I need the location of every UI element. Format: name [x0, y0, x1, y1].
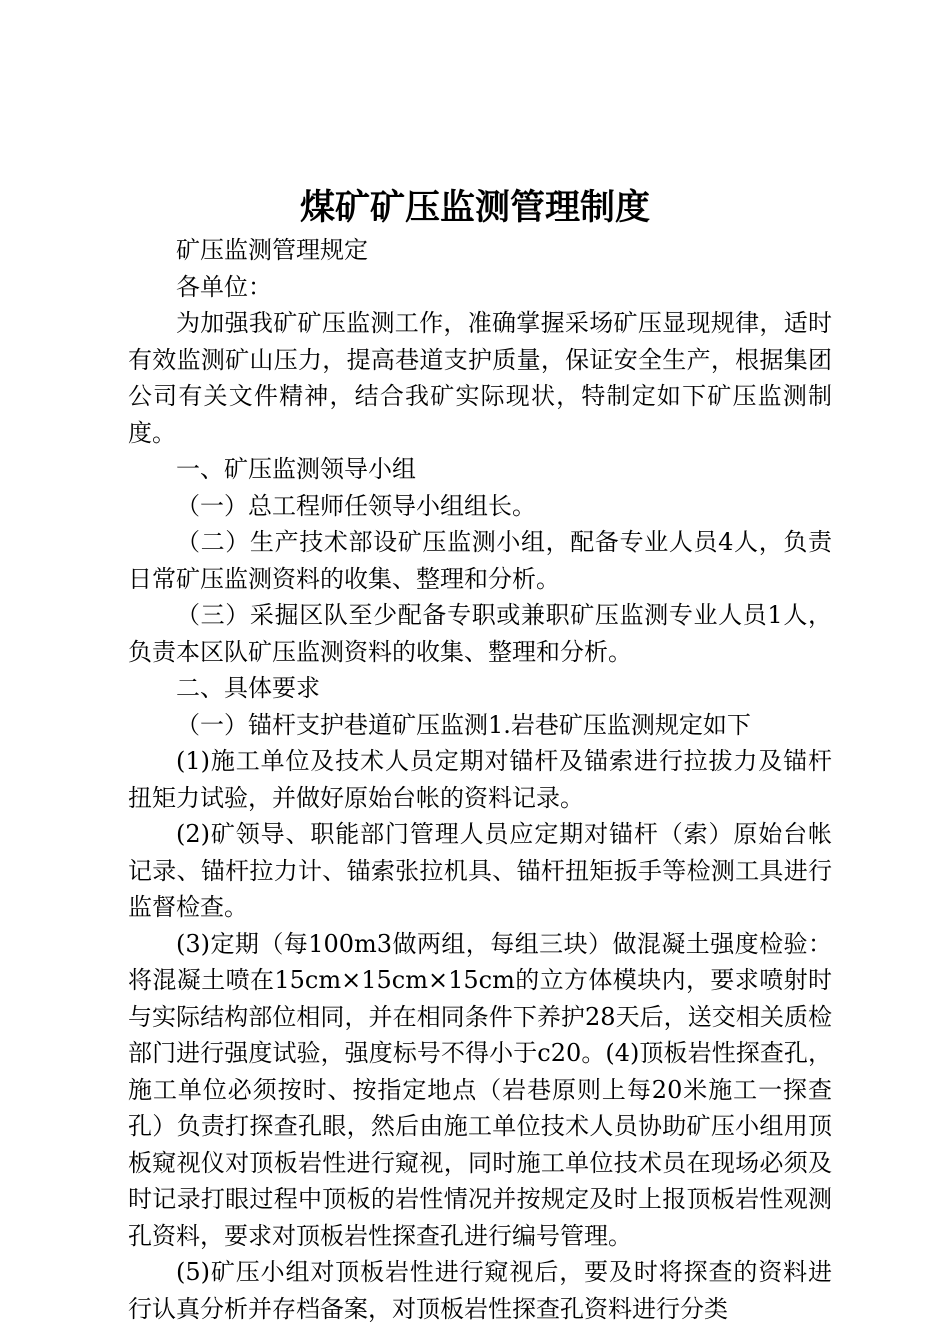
paragraph: (2)矿领导、职能部门管理人员应定期对锚杆（索）原始台帐记录、锚杆拉力计、锚索张拉机具、锚杆扭矩扳手等检测工具进行监督检查。	[128, 820, 832, 921]
paragraph-intro: 为加强我矿矿压监测工作，准确掌握采场矿压显现规律，适时有效监测矿山压力，提高巷道支护质量，保证安全生产，根据集团公司有关文件精神，结合我矿实际现状，特制定如下矿压监测制度。	[128, 309, 832, 447]
document-body	[128, 232, 832, 1327]
paragraph: （一）总工程师任领导小组组长。	[176, 491, 536, 520]
paragraph: (3)定期（每100m3做两组，每组三块）做混凝土强度检验：将混凝土喷在15cm×15cm×15cm的立方体模块内，要求喷射时与实际结构部位相同，并在相同条件下养护28天后，送交相关质检部门进行强度试验，强度标号不得小于c20。(4)顶板岩性探查孔，施工单位必须按时、按指定地点（岩巷原则上每20米施工一探查孔）负责打探查孔眼，然后由施工单位技术人员协助矿压小组用顶板窥视仪对顶板岩性进行窥视，同时施工单位技术员在现场必须及时记录打眼过程中顶板的岩性情况并按规定及时上报顶板岩性观测孔资料，要求对顶板岩性探查孔进行编号管理。	[128, 929, 832, 1250]
document-title: 煤矿矿压监测管理制度	[299, 187, 650, 228]
paragraph: （二）生产技术部设矿压监测小组，配备专业人员4人，负责日常矿压监测资料的收集、整理和分析。	[128, 528, 832, 593]
paragraph: （三）采掘区队至少配备专职或兼职矿压监测专业人员1人，负责本区队矿压监测资料的收集、整理和分析。	[128, 601, 832, 666]
paragraph: (1)施工单位及技术人员定期对锚杆及锚索进行拉拔力及锚杆扭矩力试验，并做好原始台帐的资料记录。	[128, 747, 832, 812]
paragraph-salutation: 各单位：	[176, 272, 272, 301]
paragraph: （一）锚杆支护巷道矿压监测1.岩巷矿压监测规定如下	[176, 710, 751, 739]
paragraph: (5)矿压小组对顶板岩性进行窥视后，要及时将探查的资料进行认真分析并存档备案，对顶板岩性探查孔资料进行分类	[128, 1258, 832, 1323]
paragraph-subtitle: 矿压监测管理规定	[176, 236, 368, 264]
section-heading-2: 二、具体要求	[176, 674, 320, 702]
section-heading-1: 一、矿压监测领导小组	[176, 455, 416, 483]
